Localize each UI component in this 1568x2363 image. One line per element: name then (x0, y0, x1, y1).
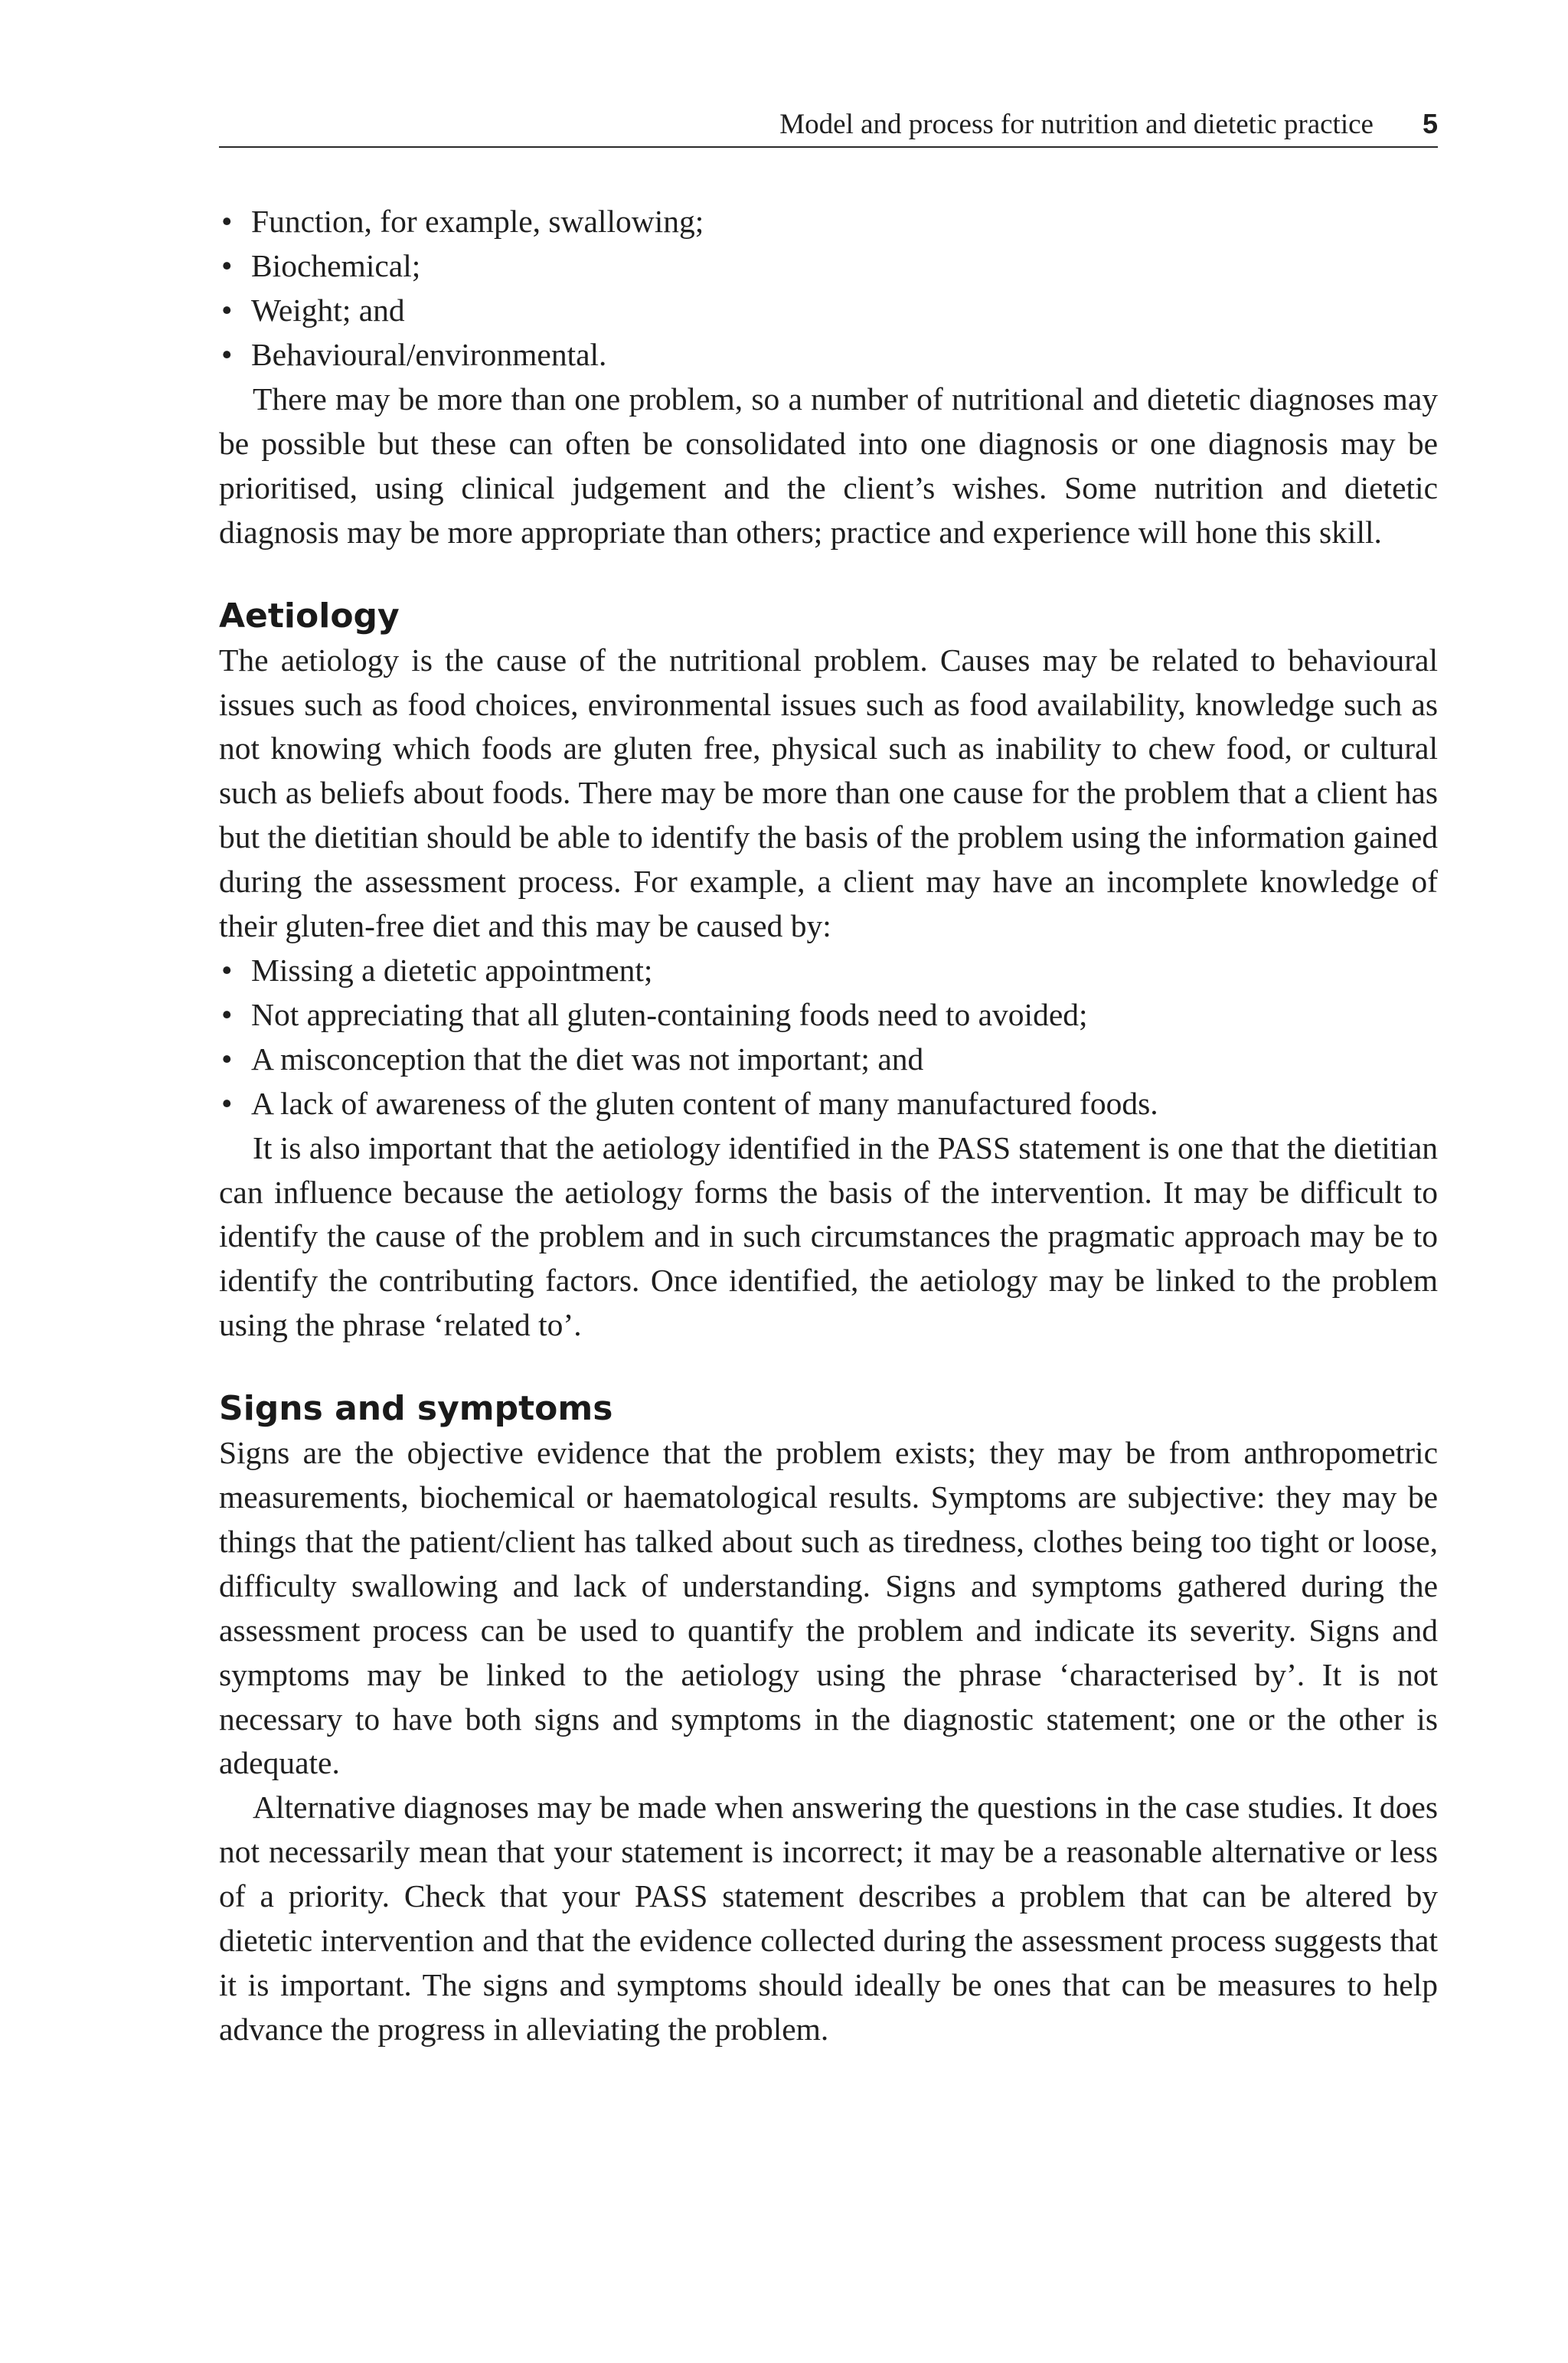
book-page (219, 107, 1438, 2052)
list-item: • A misconception that the diet was not important; and (219, 1038, 1438, 1082)
aetiology-bullet-list (219, 949, 1438, 1126)
body-text (219, 200, 1438, 2051)
bullet-icon: • (221, 952, 233, 988)
aetiology-paragraph-2: It is also important that the aetiology identified in the PASS statement is one that the dietitian can influence because the aetiology forms the basis of the intervention. It may be difficult to identify the cause of the problem and in such circumstances the pragmatic approach may be to identify the contributing factors. Once identified, the aetiology may be linked to the problem using the phrase ‘related to’. (219, 1129, 1438, 1343)
list-item: • Biochemical; (219, 244, 1438, 289)
list-item: • Behavioural/environmental. (219, 333, 1438, 377)
page-number: 5 (1422, 108, 1438, 139)
bullet-icon: • (221, 248, 233, 284)
signs-symptoms-heading: Signs and symptoms (219, 1389, 613, 1429)
bullet-icon: • (221, 293, 233, 328)
bullet-icon: • (221, 1041, 233, 1077)
running-head-title: Model and process for nutrition and dietetic practice (779, 109, 1374, 140)
bullet-icon: • (221, 996, 233, 1032)
intro-paragraph: There may be more than one problem, so a number of nutritional and dietetic diagnoses may be possible but these can often be consolidated into one diagnosis or one diagnosis may be prioritised, using clinical judgement and the client’s wishes. Some nutrition and dietetic diagnosis may be more appropriate than others; practice and experience will hone this skill. (219, 381, 1438, 550)
bullet-icon: • (221, 1085, 233, 1121)
list-item: • Missing a dietetic appointment; (219, 949, 1438, 993)
list-item: • Not appreciating that all gluten-containing foods need to avoided; (219, 993, 1438, 1038)
aetiology-heading: Aetiology (219, 596, 400, 636)
list-item: • A lack of awareness of the gluten content of many manufactured foods. (219, 1082, 1438, 1126)
signs-paragraph-2: Alternative diagnoses may be made when answering the questions in the case studies. It does not necessarily mean that your statement is incorrect; it may be a reasonable alternative or less of a priority. Check that your PASS statement describes a problem that can be altered by dietetic intervention and that the evidence collected during the assessment process suggests that it is important. The signs and symptoms should ideally be ones that can be measures to help advance the progress in alleviating the problem. (219, 1789, 1438, 2047)
list-item: • Function, for example, swallowing; (219, 200, 1438, 244)
running-head (219, 107, 1438, 148)
bullet-icon: • (221, 204, 233, 240)
bullet-icon: • (221, 337, 233, 373)
aetiology-paragraph-1: The aetiology is the cause of the nutritional problem. Causes may be related to behavioural issues such as food choices, environmental issues such as food availability, knowledge such as not knowing which foods are gluten free, physical such as inability to chew food, or cultural such as beliefs about foods. There may be more than one cause for the problem that a client has but the dietitian should be able to identify the basis of the problem using the information gained during the assessment process. For example, a client may have an incomplete knowledge of their gluten-free diet and this may be caused by: (219, 642, 1438, 944)
list-item: • Weight; and (219, 289, 1438, 333)
intro-bullet-list (219, 200, 1438, 377)
signs-paragraph-1: Signs are the objective evidence that the problem exists; they may be from anthropometric measurements, biochemical or haematological results. Symptoms are subjective: they may be things that the patient/client has talked about such as tiredness, clothes being too tight or loose, difficulty swallowing and lack of understanding. Signs and symptoms gathered during the assessment process can be used to quantify the problem and indicate its severity. Signs and symptoms may be linked to the aetiology using the phrase ‘characterised by’. It is not necessary to have both signs and symptoms in the diagnostic statement; one or the other is adequate. (219, 1435, 1438, 1781)
